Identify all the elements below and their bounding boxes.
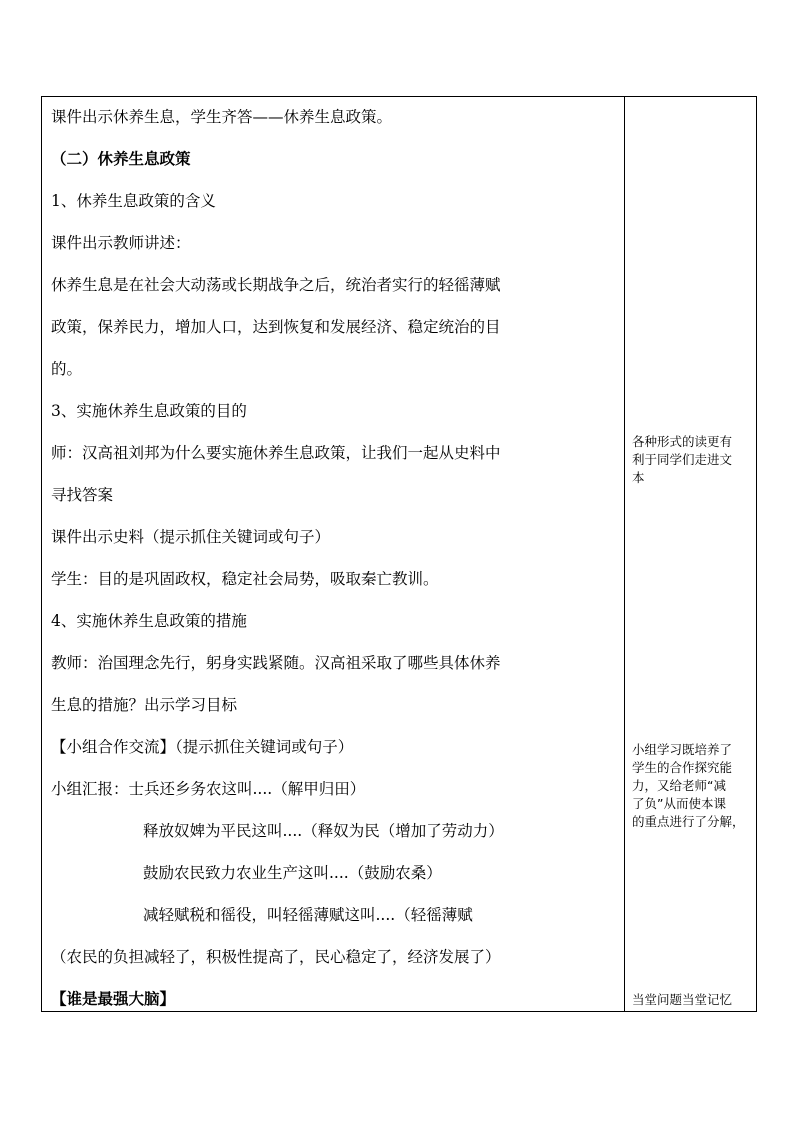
note-line: 学生的合作探究能	[632, 760, 733, 775]
text-line: 3、实施休养生息政策的目的	[51, 402, 247, 420]
note-line: 各种形式的读更有	[632, 434, 733, 449]
note-line: 本	[632, 470, 645, 485]
note-line: 利于同学们走进文	[632, 452, 733, 467]
text-line: 师：汉高祖刘邦为什么要实施休养生息政策，让我们一起从史料中	[51, 444, 501, 462]
text-line: 释放奴婢为平民这叫....（释奴为民（增加了劳动力）	[143, 822, 504, 840]
text-line: 【小组合作交流】（提示抓住关键词或句子）	[51, 738, 354, 756]
text-line: 寻找答案	[51, 486, 114, 504]
text-line: 课件出示教师讲述：	[51, 234, 191, 252]
text-line: 4、实施休养生息政策的措施	[51, 612, 247, 630]
note-reading	[632, 433, 756, 487]
note-line: 的重点进行了分解，	[632, 814, 745, 829]
text-line: 生息的措施？出示学习目标	[51, 696, 238, 714]
text-line: 教师：治国理念先行，躬身实践紧随。汉高祖采取了哪些具体休养	[51, 654, 501, 672]
text-line: 鼓励农民致力农业生产这叫....（鼓励农桑）	[143, 864, 442, 882]
column-divider	[624, 97, 625, 1011]
text-line: 政策，保养民力，增加人口，达到恢复和发展经济、稳定统治的目	[51, 318, 501, 336]
text-line: 课件出示史料（提示抓住关键词或句子）	[51, 528, 331, 546]
note-line: 力，又给老师“减	[632, 778, 726, 793]
note-group-study	[632, 741, 756, 831]
note-line: 小组学习既培养了	[632, 742, 733, 757]
text-line: 的。	[51, 360, 83, 378]
note-line: 当堂问题当堂记忆	[632, 992, 733, 1007]
text-line: 1、休养生息政策的含义	[51, 192, 216, 210]
note-memory	[632, 991, 756, 1009]
section-heading: （二）休养生息政策	[51, 150, 191, 168]
text-line: 学生：目的是巩固政权，稳定社会局势，吸取秦亡教训。	[51, 570, 439, 588]
text-line: 小组汇报：士兵还乡务农这叫....（解甲归田）	[51, 780, 366, 798]
text-line: 课件出示休养生息，学生齐答——休养生息政策。	[51, 108, 393, 126]
note-line: 了负”从而使本课	[632, 796, 726, 811]
lesson-plan-table	[41, 96, 757, 1012]
section-heading: 【谁是最强大脑】	[51, 990, 176, 1008]
text-line: 休养生息是在社会大动荡或长期战争之后，统治者实行的轻徭薄赋	[51, 276, 501, 294]
text-line: （农民的负担减轻了，积极性提高了，民心稳定了，经济发展了）	[51, 948, 501, 966]
text-line: 减轻赋税和徭役，叫轻徭薄赋这叫....（轻徭薄赋	[143, 906, 473, 924]
